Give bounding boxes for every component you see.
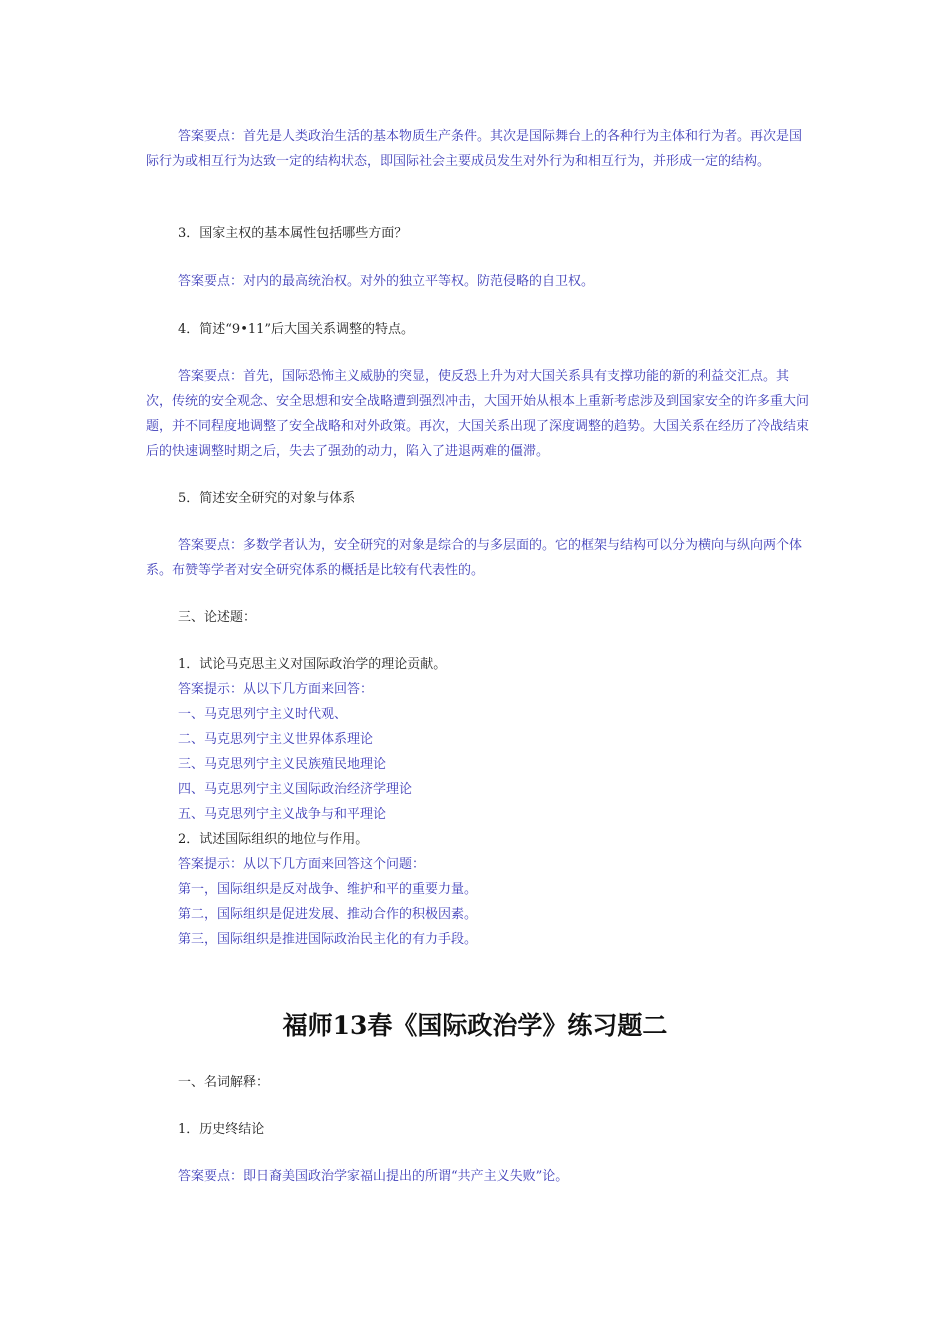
section-heading-essay: 三、论述题： <box>178 610 257 625</box>
question-4: 4．简述“9•11”后大国关系调整的特点。 <box>178 322 415 337</box>
essay-1-point-1: 一、马克思列宁主义时代观、 <box>178 707 348 722</box>
answer-3: 答案要点：对内的最高统治权。对外的独立平等权。防范侵略的自卫权。 <box>178 274 595 289</box>
section-heading-terms: 一、名词解释： <box>178 1075 270 1090</box>
essay-2-point-2: 第二，国际组织是促进发展、推动合作的积极因素。 <box>178 907 478 922</box>
answer-4: 答案要点：首先，国际恐怖主义威胁的突显，使反恐上升为对大国关系具有支撑功能的新的利益交汇点。其次，传统的安全观念、安全思想和安全战略遭到强烈冲击，大国开始从根本上重新考虑涉及到国家安全的许多重大问题，并不同程度地调整了安全战略和对外政策。再次，大国关系出现了深度调整的趋势。大国关系在经历了冷战结束后的快速调整时期之后，失去了强劲的动力，陷入了进退两难的僵滞。 <box>146 369 810 459</box>
essay-1-point-4: 四、马克思列宁主义国际政治经济学理论 <box>178 782 413 797</box>
essay-2-point-3: 第三，国际组织是推进国际政治民主化的有力手段。 <box>178 932 478 947</box>
answer-paragraph-2: 答案要点：首先是人类政治生活的基本物质生产条件。其次是国际舞台上的各种行为主体和行为者。再次是国际行为或相互行为达致一定的结构状态，即国际社会主要成员发生对外行为和相互行为，并形成一定的结构。 <box>146 129 803 169</box>
essay-1-point-2: 二、马克思列宁主义世界体系理论 <box>178 732 374 747</box>
essay-hint-1: 答案提示：从以下几方面来回答： <box>178 682 374 697</box>
term-1: 1．历史终结论 <box>178 1122 265 1137</box>
term-1-answer: 答案要点：即日裔美国政治学家福山提出的所谓“共产主义失败”论。 <box>178 1169 569 1184</box>
essay-1-point-5: 五、马克思列宁主义战争与和平理论 <box>178 807 387 822</box>
question-3: 3．国家主权的基本属性包括哪些方面？ <box>178 226 408 241</box>
document-title: 福师13春《国际政治学》练习题二 <box>282 1011 668 1040</box>
answer-5: 答案要点：多数学者认为，安全研究的对象是综合的与多层面的。它的框架与结构可以分为横向与纵向两个体系。布赞等学者对安全研究体系的概括是比较有代表性的。 <box>146 538 803 578</box>
essay-question-1: 1．试论马克思主义对国际政治学的理论贡献。 <box>178 657 447 672</box>
essay-1-point-3: 三、马克思列宁主义民族殖民地理论 <box>178 757 387 772</box>
question-5: 5．简述安全研究的对象与体系 <box>178 491 356 506</box>
essay-question-2: 2．试述国际组织的地位与作用。 <box>178 832 369 847</box>
essay-hint-2: 答案提示：从以下几方面来回答这个问题： <box>178 857 426 872</box>
essay-2-point-1: 第一，国际组织是反对战争、维护和平的重要力量。 <box>178 882 478 897</box>
